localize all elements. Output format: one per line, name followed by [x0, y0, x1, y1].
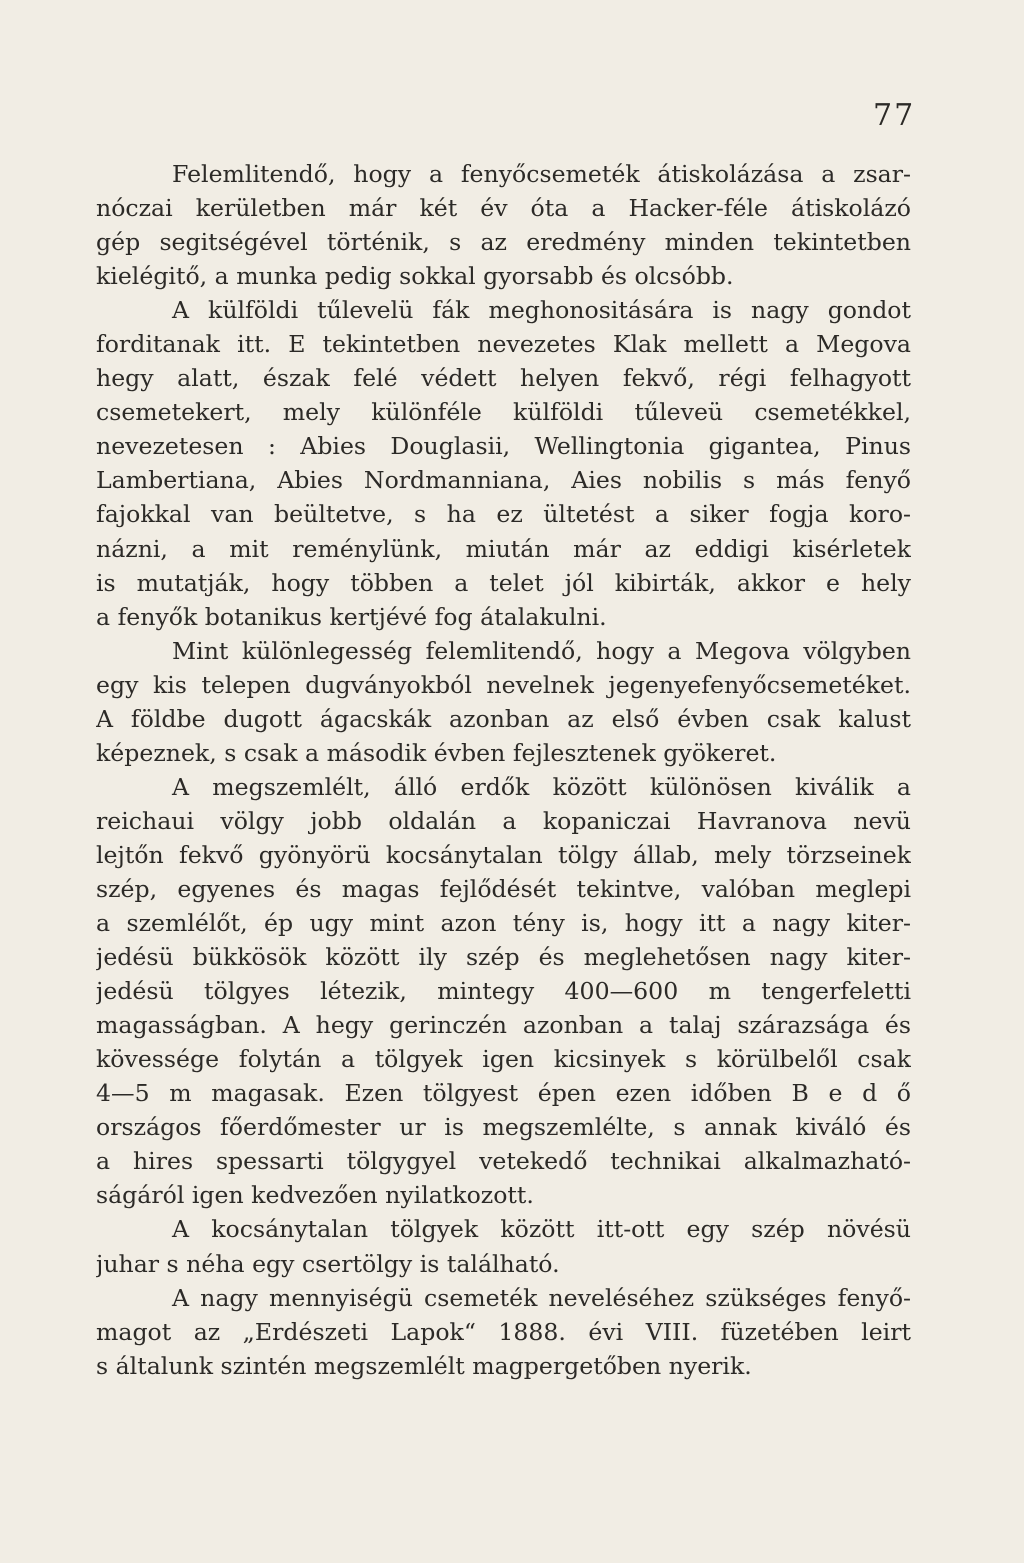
text-line: lejtőn fekvő gyönyörü kocsánytalan tölgy állab, mely törzseinek [96, 840, 911, 869]
text-line: egy kis telepen dugványokból nevelnek jegenyefenyőcsemetéket. [96, 670, 911, 699]
text-line: Mint különlegesség felemlitendő, hogy a Megova völgyben [172, 636, 911, 665]
text-line: A külföldi tűlevelü fák meghonositására is nagy gondot [172, 296, 911, 325]
text-line: jedésü tölgyes létezik, mintegy 400—600 m tengerfeletti [96, 977, 911, 1006]
text-line: A kocsánytalan tölgyek között itt-ott egy szép növésü [172, 1215, 911, 1244]
text-line: kövessége folytán a tölgyek igen kicsinyek s körülbelől csak [96, 1045, 911, 1074]
text-line: csemetekert, mely különféle külföldi tűleveü csemetékkel, [96, 398, 911, 427]
text-line: a hires spessarti tölgygyel vetekedő technikai alkalmazható- [96, 1147, 911, 1176]
text-line: országos főerdőmester ur is megszemlélte, s annak kiváló és [96, 1113, 911, 1142]
text-line: gép segitségével történik, s az eredmény minden tekintetben [96, 228, 911, 257]
text-line: is mutatják, hogy többen a telet jól kibirták, akkor e hely [96, 568, 911, 597]
text-line: A földbe dugott ágacskák azonban az első évben csak kalust [96, 704, 911, 733]
text-line: hegy alatt, észak felé védett helyen fekvő, régi felhagyott [96, 364, 911, 393]
text-line: ságáról igen kedvezően nyilatkozott. [96, 1181, 534, 1210]
text-line: reichaui völgy jobb oldalán a kopaniczai Havranova nevü [96, 806, 911, 835]
text-line: magot az „Erdészeti Lapok“ 1888. évi VIII. füzetében leirt [96, 1317, 911, 1346]
text-line: képeznek, s csak a második évben fejlesztenek gyökeret. [96, 738, 777, 767]
text-line: Felemlitendő, hogy a fenyőcsemeték átiskolázása a zsar- [172, 160, 911, 188]
text-line: A megszemlélt, álló erdők között különösen kiválik a [172, 772, 911, 801]
text-line: juhar s néha egy csertölgy is található. [96, 1249, 560, 1278]
page-number: 77 [873, 98, 916, 133]
text-line: jedésü bükkösök között ily szép és meglehetősen nagy kiter- [96, 943, 911, 972]
text-line: a fenyők botanikus kertjévé fog átalakulni. [96, 602, 607, 631]
text-line: A nagy mennyiségü csemeték neveléséhez szükséges fenyő- [172, 1283, 911, 1312]
text-line: fajokkal van beültetve, s ha ez ültetést a siker fogja koro- [96, 500, 911, 529]
text-body [96, 157, 911, 1383]
text-line: 4—5 m magasak. Ezen tölgyest épen ezen időben B e d ő [96, 1079, 911, 1108]
text-line: kielégitő, a munka pedig sokkal gyorsabb és olcsóbb. [96, 262, 734, 291]
text-line: Lambertiana, Abies Nordmanniana, Aies nobilis s más fenyő [96, 466, 911, 495]
text-line: názni, a mit reménylünk, miután már az eddigi kisérletek [96, 534, 911, 563]
text-line: forditanak itt. E tekintetben nevezetes Klak mellett a Megova [96, 330, 911, 359]
text-line: magasságban. A hegy gerinczén azonban a talaj szárazsága és [96, 1011, 911, 1040]
text-line: nevezetesen : Abies Douglasii, Wellingtonia gigantea, Pinus [96, 432, 911, 461]
text-line: nóczai kerületben már két év óta a Hacker-féle átiskolázó [96, 194, 911, 223]
text-line: s általunk szintén megszemlélt magpergetőben nyerik. [96, 1351, 752, 1380]
text-line: a szemlélőt, ép ugy mint azon tény is, hogy itt a nagy kiter- [96, 909, 911, 938]
text-line: szép, egyenes és magas fejlődését tekintve, valóban meglepi [96, 874, 911, 903]
